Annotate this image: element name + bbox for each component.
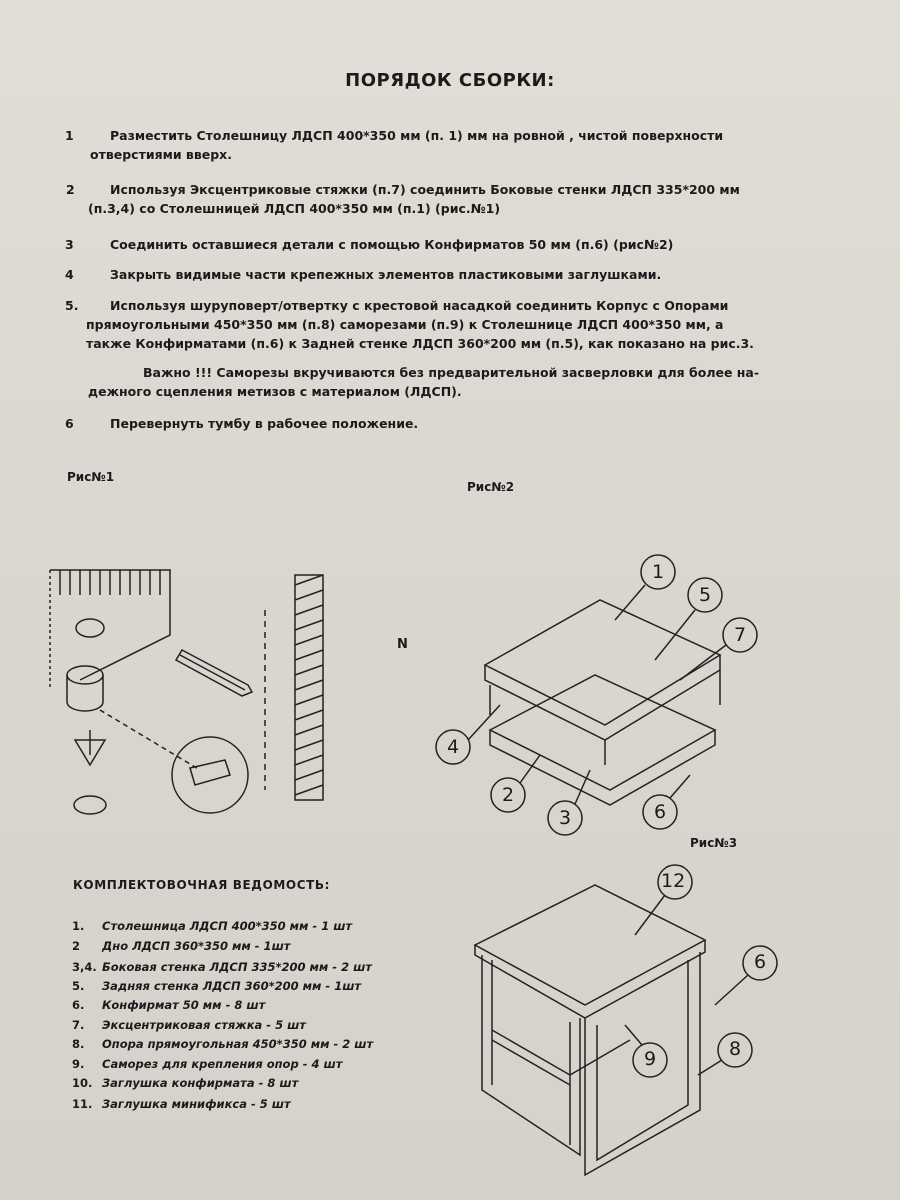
- step-text-line: отверстиями вверх.: [90, 147, 232, 162]
- callout-1: 1: [652, 561, 665, 583]
- step-2: [58, 180, 848, 220]
- parts-list-item: 5. Задняя стенка ЛДСП 360*200 мм - 1шт: [72, 979, 362, 993]
- parts-list-title: КОМПЛЕКТОВОЧНАЯ ВЕДОМОСТЬ:: [73, 878, 331, 892]
- step-number: 1: [65, 128, 74, 143]
- callout-3: 3: [559, 807, 572, 829]
- page-title: ПОРЯДОК СБОРКИ:: [345, 70, 555, 91]
- note-line: дежного сцепления метизов с материалом (ЛДСП).: [88, 384, 462, 399]
- step-text-line: Перевернуть тумбу в рабочее положение.: [110, 416, 419, 431]
- callout-5: 5: [699, 584, 712, 606]
- callout-7: 7: [734, 624, 747, 646]
- step-text-line: прямоугольными 450*350 мм (п.8) саморезами (п.9) к Столешнице ЛДСП 400*350 мм, а: [86, 317, 724, 332]
- step-6: [65, 414, 845, 434]
- parts-list-item: 2 Дно ЛДСП 360*350 мм - 1шт: [72, 939, 291, 953]
- step-text-line: Разместить Столешницу ЛДСП 400*350 мм (п. 1) мм на ровной , чистой поверхности: [110, 128, 724, 143]
- callout-6: 6: [654, 801, 667, 823]
- callout-6-fig3: 6: [754, 951, 767, 973]
- figure-2-assembly-drawing: [430, 540, 780, 840]
- parts-list-item: 6. Конфирмат 50 мм - 8 шт: [72, 998, 266, 1012]
- step-text-line: Соединить оставшиеся детали с помощью Конфирматов 50 мм (п.6) (рис№2): [110, 237, 674, 252]
- figure-1-eccentric-drawing: [30, 540, 360, 840]
- parts-list-item: 10. Заглушка конфирмата - 8 шт: [72, 1076, 299, 1090]
- parts-list-item: 7. Эксцентриковая стяжка - 5 шт: [72, 1018, 306, 1032]
- n-marker: N: [397, 637, 408, 652]
- callout-12: 12: [661, 870, 686, 892]
- parts-list-item: 1. Столешница ЛДСП 400*350 мм - 1 шт: [72, 919, 353, 933]
- step-1: [65, 126, 845, 166]
- important-note: [88, 363, 848, 401]
- figure-3-nightstand-drawing: [460, 860, 820, 1190]
- step-text-line: Закрыть видимые части крепежных элементов пластиковыми заглушками.: [110, 267, 662, 282]
- step-number: 4: [65, 267, 74, 282]
- step-text-line: Используя шуруповерт/отвертку с крестовой насадкой соединить Корпус с Опорами: [110, 298, 729, 313]
- callout-2: 2: [502, 784, 515, 806]
- step-number: 5.: [65, 298, 79, 313]
- callout-4: 4: [447, 736, 460, 758]
- step-text-line: Используя Эксцентриковые стяжки (п.7) соединить Боковые стенки ЛДСП 335*200 мм: [110, 182, 740, 197]
- step-text-line: (п.3,4) со Столешницей ЛДСП 400*350 мм (п.1) (рис.№1): [88, 201, 501, 216]
- note-line: Важно !!! Саморезы вкручиваются без предварительной засверловки для более на-: [143, 365, 760, 380]
- step-number: 6: [65, 416, 74, 431]
- parts-list-item: 11. Заглушка минификса - 5 шт: [72, 1097, 291, 1111]
- step-number: 2: [66, 182, 75, 197]
- parts-list-item: 8. Опора прямоугольная 450*350 мм - 2 шт: [72, 1037, 374, 1051]
- step-3: [65, 235, 845, 255]
- figure-3-label: Рис№3: [690, 836, 738, 850]
- step-4: [65, 265, 845, 285]
- step-5: [65, 296, 865, 356]
- figure-2-label: Рис№2: [467, 480, 515, 494]
- figure-1-label: Рис№1: [67, 470, 115, 484]
- step-number: 3: [65, 237, 74, 252]
- parts-list-item: 3,4. Боковая стенка ЛДСП 335*200 мм - 2 шт: [72, 960, 372, 974]
- callout-8: 8: [729, 1038, 742, 1060]
- callout-9: 9: [644, 1048, 657, 1070]
- parts-list-item: 9. Саморез для крепления опор - 4 шт: [72, 1057, 343, 1071]
- step-text-line: также Конфирматами (п.6) к Задней стенке ЛДСП 360*200 мм (п.5), как показано на рис.3.: [86, 336, 754, 351]
